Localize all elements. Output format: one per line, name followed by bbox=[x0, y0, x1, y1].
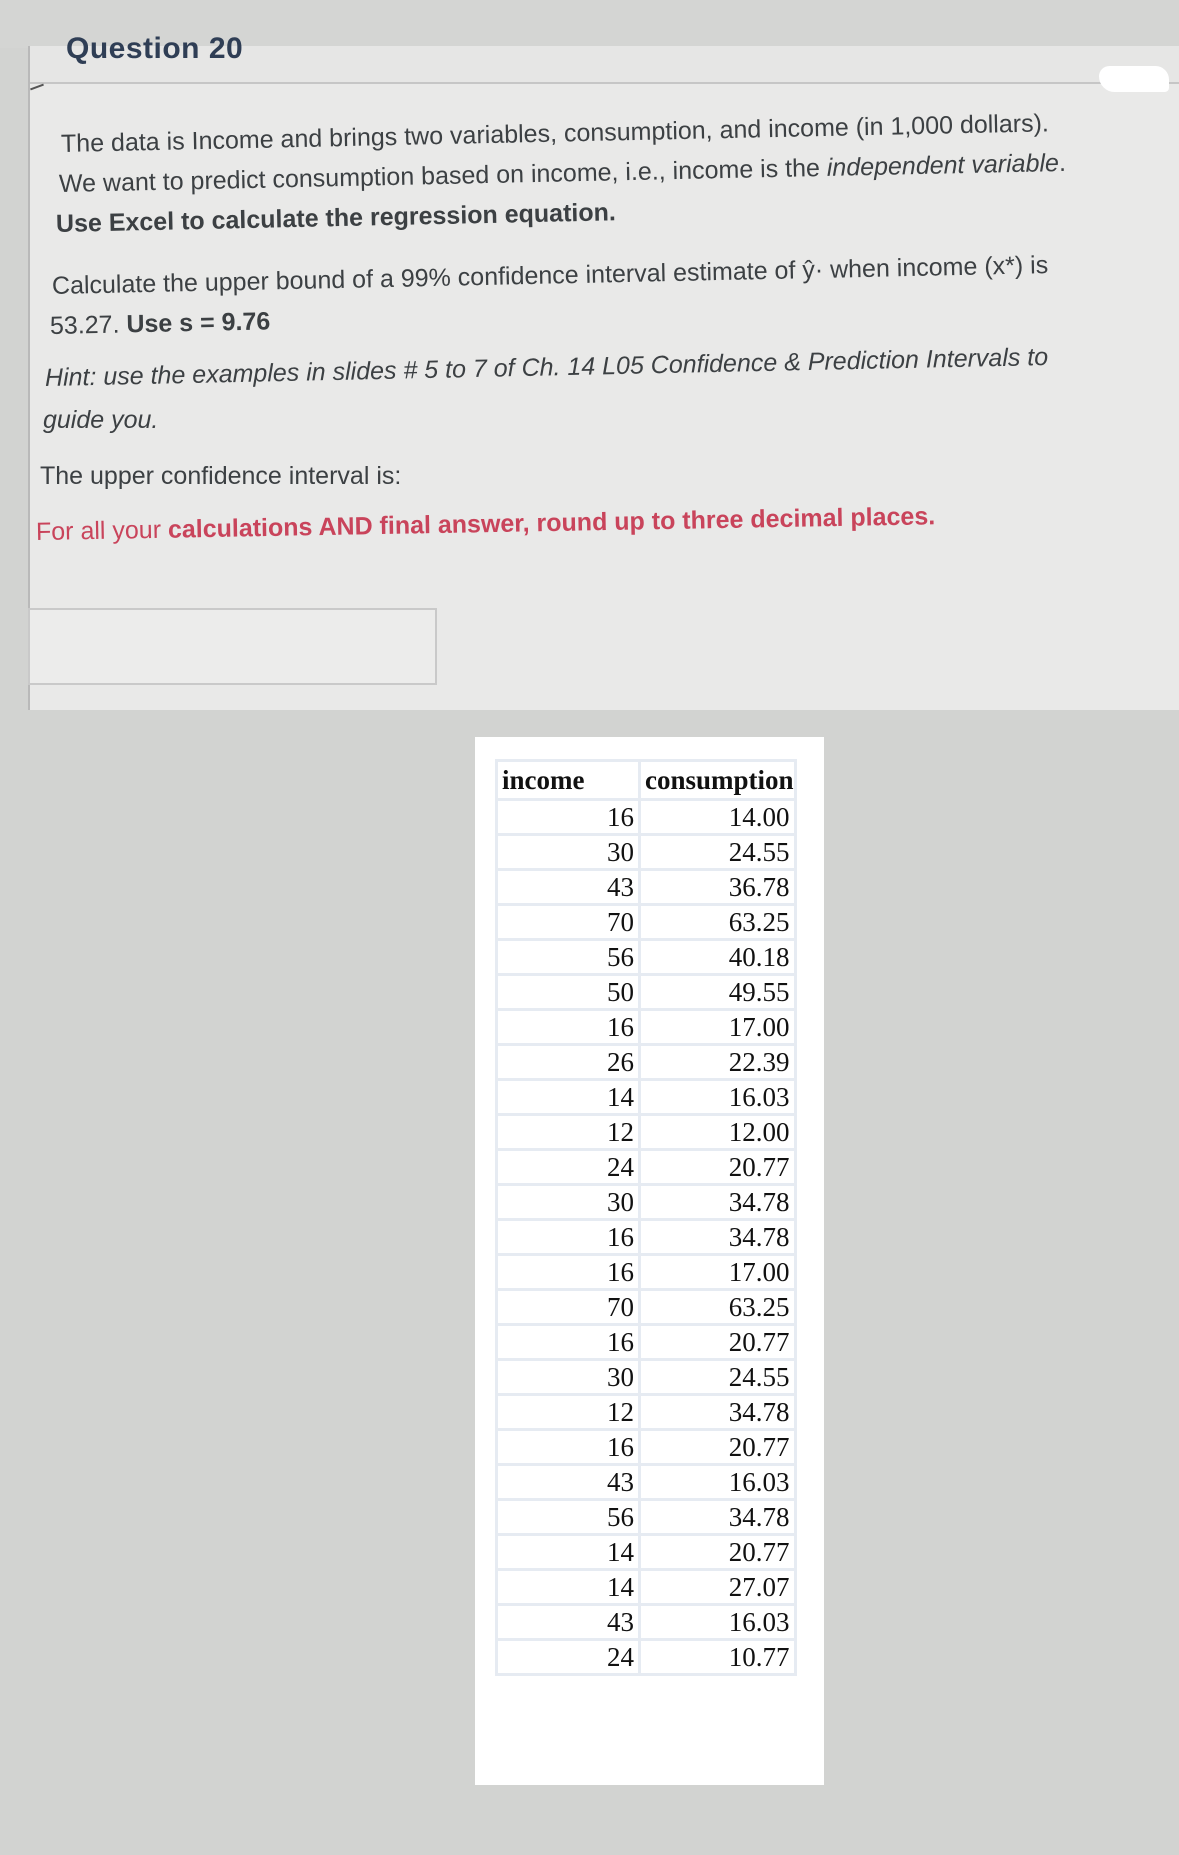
income-cell: 16 bbox=[497, 800, 640, 835]
consumption-cell: 24.55 bbox=[640, 1360, 796, 1395]
income-cell: 26 bbox=[497, 1045, 640, 1080]
income-cell: 70 bbox=[497, 905, 640, 940]
consumption-cell: 34.78 bbox=[640, 1500, 796, 1535]
table-row bbox=[497, 1080, 796, 1115]
table-row bbox=[497, 1605, 796, 1640]
income-cell: 12 bbox=[497, 1115, 640, 1150]
income-cell: 14 bbox=[497, 1570, 640, 1605]
income-cell: 43 bbox=[497, 1465, 640, 1500]
question-header bbox=[30, 32, 1179, 84]
intro-line-2-end: . bbox=[1058, 148, 1067, 178]
income-cell: 16 bbox=[497, 1325, 640, 1360]
excel-instruction: Use Excel to calculate the regression equation. bbox=[55, 198, 617, 238]
income-cell: 50 bbox=[497, 975, 640, 1010]
table-row bbox=[497, 1360, 796, 1395]
table-row bbox=[497, 1500, 796, 1535]
income-cell: 14 bbox=[497, 1535, 640, 1570]
table-row bbox=[497, 1325, 796, 1360]
rounding-note-bold: calculations AND final answer, round up to three decimal places. bbox=[167, 502, 936, 544]
income-cell: 16 bbox=[497, 1010, 640, 1045]
table-body bbox=[497, 800, 796, 1675]
consumption-cell: 20.77 bbox=[640, 1535, 796, 1570]
income-cell: 24 bbox=[497, 1150, 640, 1185]
table-row bbox=[497, 1570, 796, 1605]
table-row bbox=[497, 1640, 796, 1675]
income-header: income bbox=[497, 761, 640, 800]
s-value-text: Use s = 9.76 bbox=[126, 307, 271, 339]
income-cell: 43 bbox=[497, 870, 640, 905]
income-cell: 14 bbox=[497, 1080, 640, 1115]
table-row bbox=[497, 905, 796, 940]
income-cell: 30 bbox=[497, 835, 640, 870]
table-row bbox=[497, 1465, 796, 1500]
consumption-cell: 63.25 bbox=[640, 905, 796, 940]
consumption-cell: 63.25 bbox=[640, 1290, 796, 1325]
consumption-cell: 40.18 bbox=[640, 940, 796, 975]
income-cell: 16 bbox=[497, 1220, 640, 1255]
income-cell: 12 bbox=[497, 1395, 640, 1430]
income-cell: 16 bbox=[497, 1430, 640, 1465]
upper-ci-label: The upper confidence interval is: bbox=[40, 462, 402, 490]
left-edge-mark bbox=[30, 84, 44, 91]
consumption-header: consumption bbox=[640, 761, 796, 800]
intro-line-1: The data is Income and brings two variables, consumption, and income (in 1,000 dollars). bbox=[60, 109, 1050, 158]
income-cell: 30 bbox=[497, 1360, 640, 1395]
consumption-cell: 20.77 bbox=[640, 1150, 796, 1185]
consumption-cell: 17.00 bbox=[640, 1255, 796, 1290]
income-cell: 56 bbox=[497, 1500, 640, 1535]
rounding-note-start: For all your bbox=[35, 515, 169, 546]
ci-question-line-2 bbox=[50, 307, 271, 341]
table-row bbox=[497, 1430, 796, 1465]
table-header-row bbox=[497, 761, 796, 800]
data-table bbox=[495, 759, 797, 1676]
consumption-cell: 34.78 bbox=[640, 1220, 796, 1255]
table-row bbox=[497, 1220, 796, 1255]
consumption-cell: 12.00 bbox=[640, 1115, 796, 1150]
intro-line-2-text: We want to predict consumption based on income, i.e., income is the bbox=[58, 153, 828, 198]
table-row bbox=[497, 1185, 796, 1220]
consumption-cell: 16.03 bbox=[640, 1080, 796, 1115]
table-row bbox=[497, 1010, 796, 1045]
table-row bbox=[497, 870, 796, 905]
table-row bbox=[497, 1395, 796, 1430]
income-cell: 56 bbox=[497, 940, 640, 975]
rounding-note bbox=[36, 502, 936, 547]
x-value-text: 53.27. bbox=[49, 310, 127, 340]
independent-variable-text: independent variable bbox=[826, 149, 1060, 182]
hint-line-2: guide you. bbox=[43, 406, 159, 434]
consumption-cell: 16.03 bbox=[640, 1465, 796, 1500]
consumption-cell: 34.78 bbox=[640, 1395, 796, 1430]
income-cell: 24 bbox=[497, 1640, 640, 1675]
table-row bbox=[497, 835, 796, 870]
table-row bbox=[497, 1255, 796, 1290]
consumption-cell: 24.55 bbox=[640, 835, 796, 870]
table-row bbox=[497, 1115, 796, 1150]
table-row bbox=[497, 975, 796, 1010]
consumption-cell: 20.77 bbox=[640, 1325, 796, 1360]
income-cell: 70 bbox=[497, 1290, 640, 1325]
intro-line-2 bbox=[59, 149, 1066, 199]
consumption-cell: 10.77 bbox=[640, 1640, 796, 1675]
consumption-cell: 27.07 bbox=[640, 1570, 796, 1605]
consumption-cell: 49.55 bbox=[640, 975, 796, 1010]
consumption-cell: 22.39 bbox=[640, 1045, 796, 1080]
consumption-cell: 20.77 bbox=[640, 1430, 796, 1465]
corner-decoration bbox=[1099, 66, 1169, 92]
hint-line-1: Hint: use the examples in slides # 5 to 7 of Ch. 14 L05 Confidence & Prediction Intervals to bbox=[44, 342, 1049, 392]
answer-input[interactable] bbox=[28, 608, 437, 685]
question-title: Question 20 bbox=[66, 32, 244, 65]
consumption-cell: 34.78 bbox=[640, 1185, 796, 1220]
consumption-cell: 16.03 bbox=[640, 1605, 796, 1640]
income-cell: 16 bbox=[497, 1255, 640, 1290]
data-table-card bbox=[475, 737, 824, 1785]
income-cell: 43 bbox=[497, 1605, 640, 1640]
table-row bbox=[497, 1290, 796, 1325]
consumption-cell: 14.00 bbox=[640, 800, 796, 835]
ci-question-line-1: Calculate the upper bound of a 99% confidence interval estimate of ŷ· when income (x*) is bbox=[51, 251, 1049, 300]
table-row bbox=[497, 1045, 796, 1080]
consumption-cell: 36.78 bbox=[640, 870, 796, 905]
consumption-cell: 17.00 bbox=[640, 1010, 796, 1045]
table-row bbox=[497, 800, 796, 835]
table-row bbox=[497, 1535, 796, 1570]
table-row bbox=[497, 1150, 796, 1185]
income-cell: 30 bbox=[497, 1185, 640, 1220]
table-row bbox=[497, 940, 796, 975]
